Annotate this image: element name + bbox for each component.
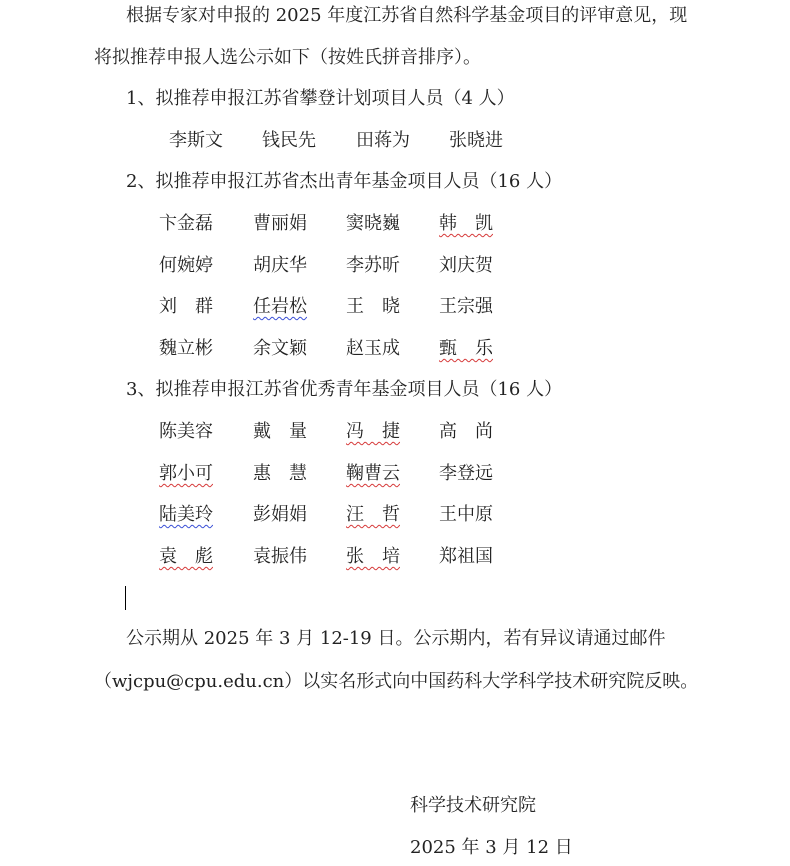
name-cell: 何婉婷 xyxy=(159,255,213,276)
name-cell: 钱民先 xyxy=(262,130,316,151)
intro-line-2: 将拟推荐申报人选公示如下（按姓氏拼音排序）。 xyxy=(94,47,481,68)
text-cursor[interactable] xyxy=(125,586,126,610)
name-cell: 郑祖国 xyxy=(439,546,493,567)
seal-mark xyxy=(395,858,417,866)
section-2-heading: 2、拟推荐申报江苏省杰出青年基金项目人员（16 人） xyxy=(126,171,563,192)
signature-date: 2025 年 3 月 12 日 xyxy=(410,837,573,858)
name-cell: 李登远 xyxy=(439,463,493,484)
name-cell: 郭小可 xyxy=(159,463,213,484)
name-cell: 陈美容 xyxy=(159,421,213,442)
section-3-heading: 3、拟推荐申报江苏省优秀青年基金项目人员（16 人） xyxy=(126,379,563,400)
notice-line-2: （wjcpu@cpu.edu.cn）以实名形式向中国药科大学科学技术研究院反映。 xyxy=(94,671,699,692)
name-cell: 戴 量 xyxy=(253,421,307,442)
name-cell: 高 尚 xyxy=(439,421,493,442)
name-cell: 鞠曹云 xyxy=(346,463,400,484)
name-cell: 袁 彪 xyxy=(159,546,213,567)
name-cell: 王中原 xyxy=(439,504,493,525)
name-cell: 张 培 xyxy=(346,546,400,567)
notice-line-1: 公示期从 2025 年 3 月 12-19 日。公示期内，若有异议请通过邮件 xyxy=(126,628,666,649)
name-cell: 彭娟娟 xyxy=(253,504,307,525)
name-cell: 魏立彬 xyxy=(159,338,213,359)
name-cell: 袁振伟 xyxy=(253,546,307,567)
name-cell: 冯 捷 xyxy=(346,421,400,442)
name-cell: 李斯文 xyxy=(169,130,223,151)
name-cell: 胡庆华 xyxy=(253,255,307,276)
signature-org: 科学技术研究院 xyxy=(410,795,536,816)
name-cell: 卞金磊 xyxy=(159,213,213,234)
name-cell: 李苏昕 xyxy=(346,255,400,276)
name-cell: 刘庆贺 xyxy=(439,255,493,276)
name-cell: 田蒋为 xyxy=(356,130,410,151)
name-cell: 张晓进 xyxy=(449,130,503,151)
name-cell: 任岩松 xyxy=(253,296,307,317)
name-cell: 韩 凯 xyxy=(439,213,493,234)
name-cell: 王 晓 xyxy=(346,296,400,317)
name-cell: 甄 乐 xyxy=(439,338,493,359)
name-cell: 窦晓巍 xyxy=(346,213,400,234)
name-cell: 余文颖 xyxy=(253,338,307,359)
name-cell: 惠 慧 xyxy=(253,463,307,484)
name-cell: 刘 群 xyxy=(159,296,213,317)
name-cell: 曹丽娟 xyxy=(253,213,307,234)
name-cell: 王宗强 xyxy=(439,296,493,317)
name-cell: 陆美玲 xyxy=(159,504,213,525)
section-1-heading: 1、拟推荐申报江苏省攀登计划项目人员（4 人） xyxy=(126,88,515,109)
name-cell: 赵玉成 xyxy=(346,338,400,359)
name-cell: 汪 哲 xyxy=(346,504,400,525)
intro-line-1: 根据专家对申报的 2025 年度江苏省自然科学基金项目的评审意见，现 xyxy=(126,5,688,26)
